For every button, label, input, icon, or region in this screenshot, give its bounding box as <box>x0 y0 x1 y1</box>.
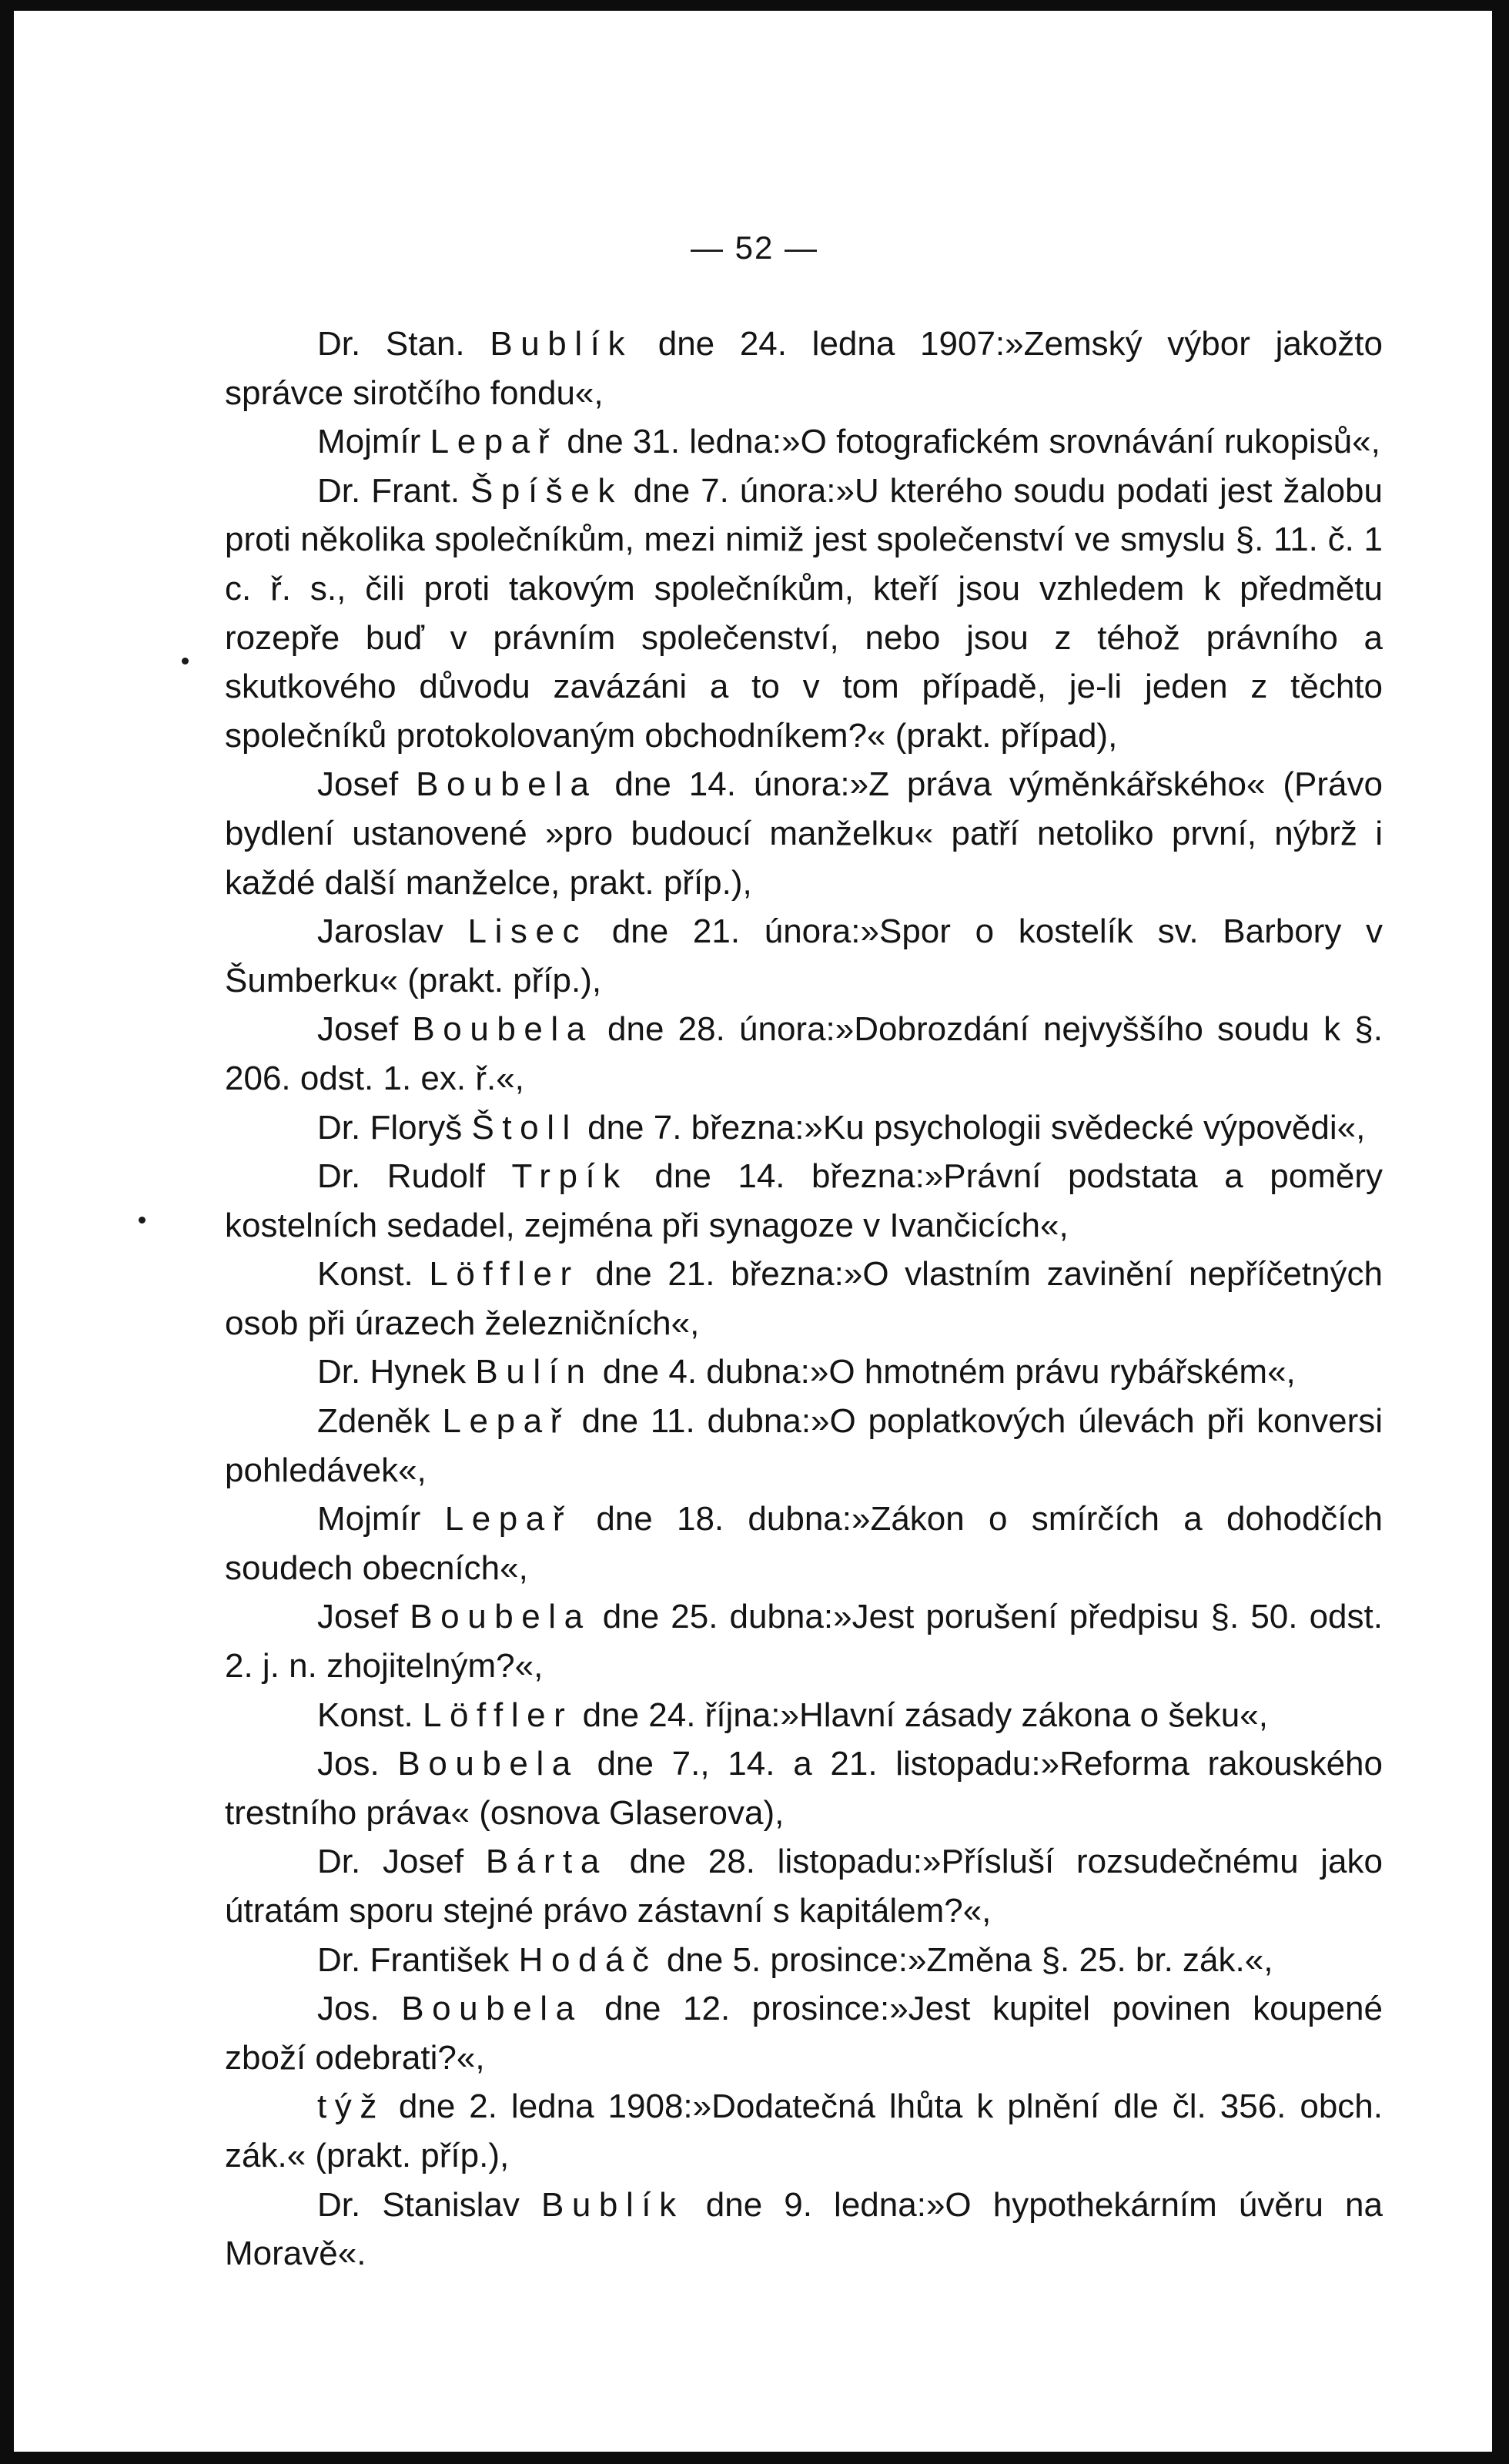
lecture-entry <box>225 417 1383 467</box>
entry-text: dne 14. února:»Z práva výměnkářského« (Právo bydlení ustanovené »pro budoucí manželku« patří netoliko první, nýbrž i každé další manželce, prakt. příp.), <box>225 765 1383 902</box>
entry-text: dne 11. dubna:»O poplatkových úlevách při konversi pohledávek«, <box>225 1402 1383 1489</box>
entry-text: dne 7. března:»Ku psychologii svědecké výpovědi«, <box>587 1108 1366 1147</box>
speaker-surname: Boubela <box>401 1990 583 2028</box>
lecture-entry <box>225 320 1383 417</box>
lecture-entry <box>225 1348 1383 1397</box>
lecture-entry <box>225 1152 1383 1250</box>
lecture-list <box>225 320 1383 2278</box>
entry-prefix: Dr. Frant. <box>317 471 460 510</box>
entry-text: dne 9. ledna:»O hypothekárním úvěru na Moravě«. <box>225 2185 1383 2273</box>
page-number: — 52 — <box>690 229 819 266</box>
entry-text: dne 12. prosince:»Jest kupitel povinen koupené zboží odebrati?«, <box>225 1990 1383 2077</box>
lecture-entry <box>225 907 1383 1005</box>
entry-prefix: Jos. <box>317 1745 380 1783</box>
entry-text: dne 4. dubna:»O hmotném právu rybářském«, <box>602 1353 1296 1391</box>
entry-prefix: Dr. František <box>317 1940 510 1979</box>
entry-text: dne 18. dubna:»Zákon o smírčích a dohodčích soudech obecních«, <box>225 1500 1383 1587</box>
entry-text: dne 25. dubna:»Jest porušení předpisu §. 50. odst. 2. j. n. zhojitelným?«, <box>225 1598 1383 1686</box>
entry-text: dne 28. listopadu:»Přísluší rozsudečnému jako útratám sporu stejné právo zástavní s kapitálem?«, <box>225 1843 1383 1930</box>
lecture-entry <box>225 1103 1383 1153</box>
speaker-surname: Štoll <box>471 1108 578 1147</box>
entry-prefix: Zdeněk <box>317 1402 430 1441</box>
entry-text: dne 31. ledna:»O fotografickém srovnávání rukopisů«, <box>567 423 1380 461</box>
lecture-entry <box>225 1984 1383 2082</box>
speaker-surname: Špíšek <box>470 471 623 510</box>
lecture-entry <box>225 1592 1383 1690</box>
scan-edge-right <box>1492 0 1509 2464</box>
lecture-entry <box>225 1691 1383 1740</box>
lecture-entry <box>225 2082 1383 2180</box>
speaker-surname: Lisec <box>467 912 588 951</box>
scan-edge-left <box>0 0 14 2464</box>
speaker-surname: Bublík <box>490 325 634 363</box>
entry-prefix: Jos. <box>317 1990 380 2028</box>
entry-text: dne 7., 14. a 21. listopadu:»Reforma rakouského trestního práva« (osnova Glaserova), <box>225 1745 1383 1832</box>
speaker-surname: Hodáč <box>518 1940 657 1979</box>
lecture-entry <box>225 467 1383 761</box>
entry-prefix: Dr. Stanislav <box>317 2185 520 2224</box>
entry-prefix: Dr. Rudolf <box>317 1157 485 1196</box>
entry-prefix: Dr. Josef <box>317 1843 464 1881</box>
entry-text: dne 2. ledna 1908:»Dodatečná lhůta k plnění dle čl. 356. obch. zák.« (prakt. příp.), <box>225 2087 1383 2174</box>
entry-text: dne 7. února:»U kterého soudu podati jest žalobu proti několika společníkům, mezi nimiž jest společenství ve smyslu §. 11. č. 1 c. ř. s., čili proti takovým společníkům, kteří jsou vzhledem k předmětu rozepře buď v právním společenství, nebo jsou z téhož právního a skutkového důvodu zavázáni a to v tom případě, je-li jeden z těchto společníků protokolovaným obchodníkem?« (prakt. případ), <box>225 471 1383 755</box>
lecture-entry <box>225 1005 1383 1103</box>
speaker-surname: Bublík <box>540 2185 684 2224</box>
speaker-surname: Trpík <box>511 1157 628 1196</box>
entry-prefix: Dr. Floryš <box>317 1108 463 1147</box>
entry-prefix: Konst. <box>317 1696 413 1734</box>
entry-prefix: Dr. Hynek <box>317 1353 467 1391</box>
scan-edge-bottom <box>0 2452 1509 2464</box>
lecture-entry <box>225 1739 1383 1837</box>
speaker-surname: Bárta <box>485 1843 607 1881</box>
entry-prefix: Dr. Stan. <box>317 325 465 363</box>
speaker-surname: Lepař <box>442 1402 570 1441</box>
entry-text: dne 24. ledna 1907:»Zemský výbor jakožto správce sirotčího fondu«, <box>225 325 1383 412</box>
stray-ink-mark <box>139 1217 146 1224</box>
lecture-entry <box>225 1250 1383 1348</box>
speaker-surname: Lepař <box>430 423 558 461</box>
lecture-entry <box>225 760 1383 907</box>
entry-prefix: Josef <box>317 1010 399 1049</box>
entry-prefix: Josef <box>317 765 399 804</box>
speaker-surname: Boubela <box>416 765 597 804</box>
entry-text: dne 21. března:»O vlastním zavinění nepříčetných osob při úrazech železničních«, <box>225 1255 1383 1342</box>
entry-text: dne 24. října:»Hlavní zásady zákona o šeku«, <box>582 1696 1268 1734</box>
entry-prefix: Jaroslav <box>317 912 443 951</box>
entry-prefix: Mojmír <box>317 423 421 461</box>
entry-prefix: Josef <box>317 1598 399 1636</box>
lecture-entry <box>225 1936 1383 1985</box>
speaker-surname: Löffler <box>422 1696 574 1734</box>
entry-text: dne 5. prosince:»Změna §. 25. br. zák.«, <box>666 1940 1273 1979</box>
entry-prefix: Mojmír <box>317 1500 421 1538</box>
speaker-surname: týž <box>317 2087 385 2126</box>
entry-text: dne 28. února:»Dobrozdání nejvyššího soudu k §. 206. odst. 1. ex. ř.«, <box>225 1010 1384 1097</box>
speaker-surname: Boubela <box>410 1598 591 1636</box>
lecture-entry <box>225 2181 1383 2278</box>
lecture-entry <box>225 1495 1383 1592</box>
speaker-surname: Lepař <box>444 1500 573 1538</box>
stray-ink-mark <box>182 658 189 665</box>
entry-prefix: Konst. <box>317 1255 413 1294</box>
lecture-entry <box>225 1837 1383 1935</box>
speaker-surname: Löffler <box>429 1255 580 1294</box>
lecture-entry <box>225 1397 1383 1495</box>
scan-edge-top <box>0 0 1509 11</box>
speaker-surname: Boubela <box>397 1745 579 1783</box>
speaker-surname: Bulín <box>475 1353 594 1391</box>
speaker-surname: Boubela <box>412 1010 594 1049</box>
entry-text: dne 14. března:»Právní podstata a poměry kostelních sedadel, zejména při synagoze v Ivančicích«, <box>225 1157 1383 1244</box>
entry-text: dne 21. února:»Spor o kostelík sv. Barbory v Šumberku« (prakt. příp.), <box>225 912 1384 999</box>
